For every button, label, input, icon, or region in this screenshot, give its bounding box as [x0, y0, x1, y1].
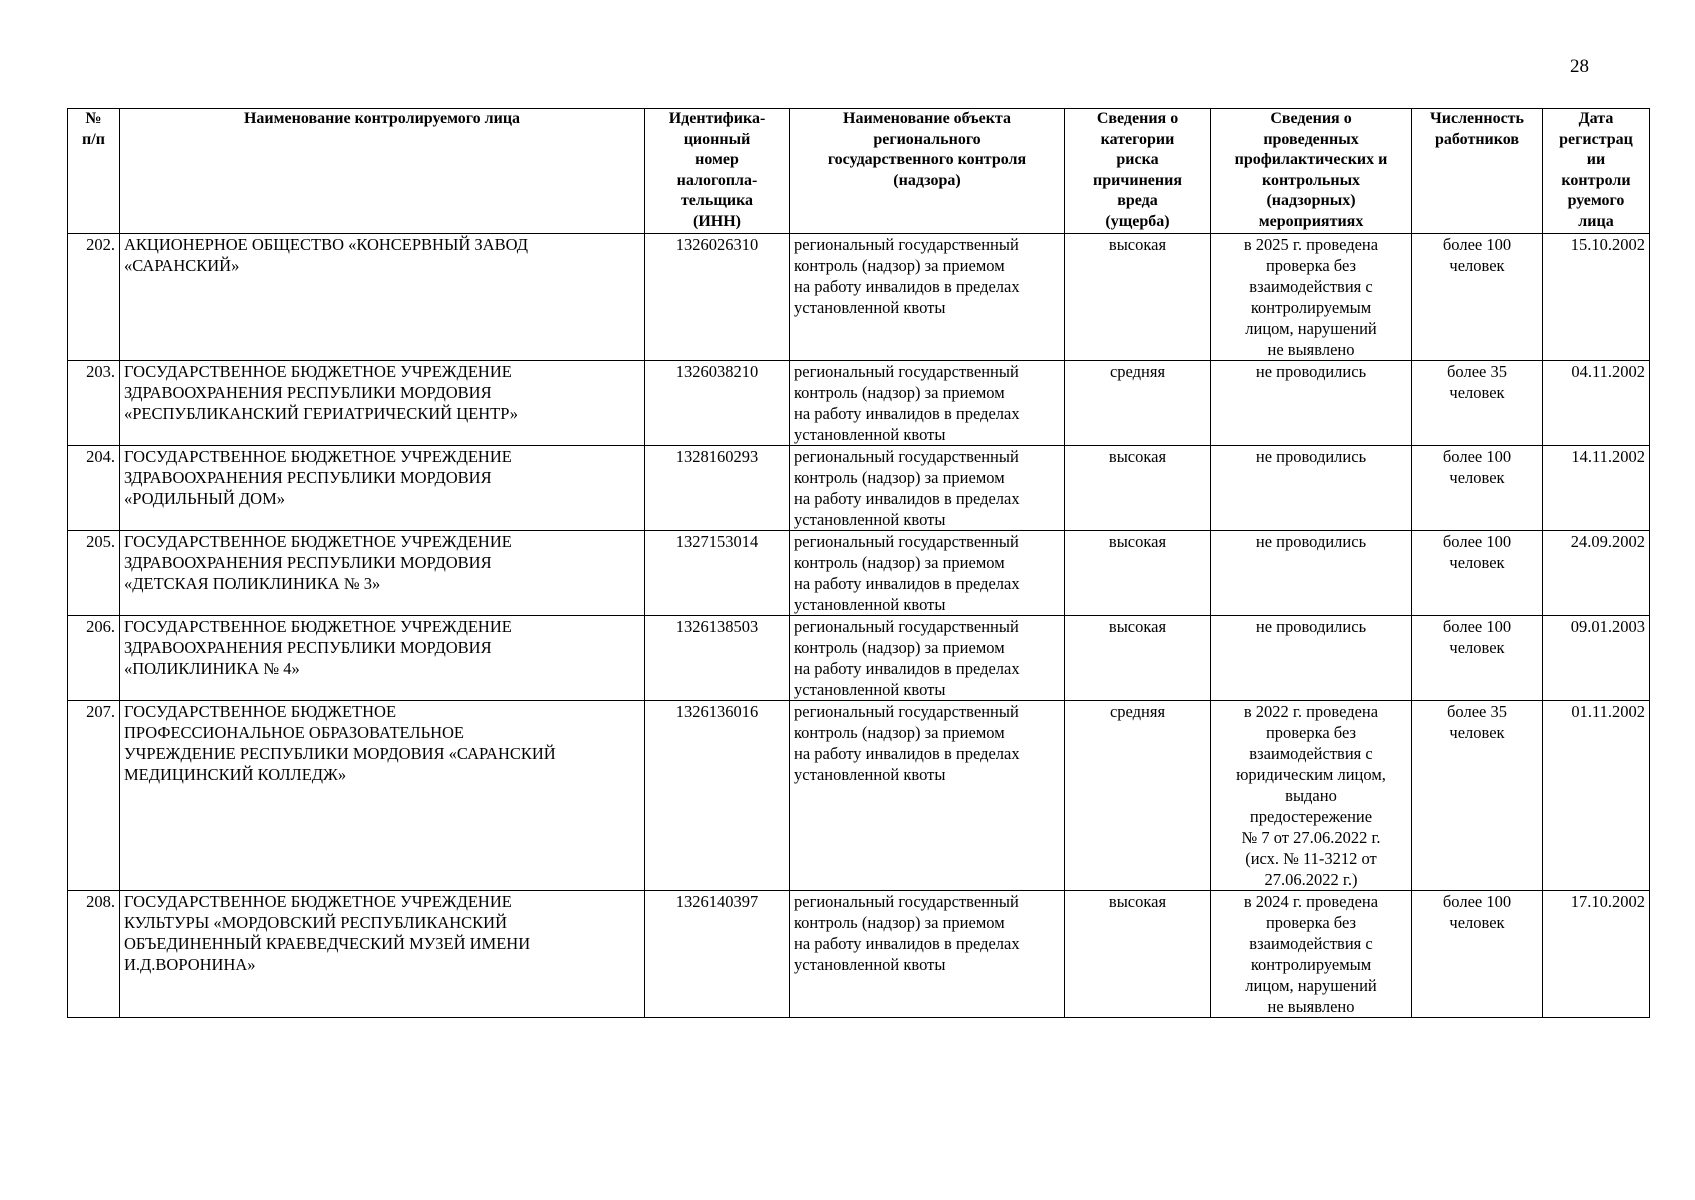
events-info: не проводились	[1211, 615, 1412, 700]
table-row	[68, 360, 1650, 445]
header-number: № п/п	[68, 109, 120, 234]
header-events: Сведения о проведенных профилактических и контрольных (надзорных) мероприятиях	[1211, 109, 1412, 234]
events-info: в 2025 г. проведена проверка без взаимодействия с контролируемым лицом, нарушений не выявлено	[1211, 233, 1412, 360]
risk-category: высокая	[1065, 445, 1211, 530]
inn-value: 1328160293	[645, 445, 790, 530]
workers-count: более 100 человек	[1412, 233, 1543, 360]
entity-name: ГОСУДАРСТВЕННОЕ БЮДЖЕТНОЕ УЧРЕЖДЕНИЕ ЗДРАВООХРАНЕНИЯ РЕСПУБЛИКИ МОРДОВИЯ «РОДИЛЬНЫЙ ДОМ»	[120, 445, 645, 530]
row-number: 207.	[68, 700, 120, 890]
table-row	[68, 615, 1650, 700]
inn-value: 1326138503	[645, 615, 790, 700]
workers-count: более 100 человек	[1412, 445, 1543, 530]
risk-category: высокая	[1065, 890, 1211, 1017]
row-number: 208.	[68, 890, 120, 1017]
inn-value: 1326038210	[645, 360, 790, 445]
row-number: 205.	[68, 530, 120, 615]
table-row	[68, 530, 1650, 615]
registration-date: 24.09.2002	[1543, 530, 1650, 615]
risk-category: высокая	[1065, 615, 1211, 700]
events-info: не проводились	[1211, 530, 1412, 615]
page-number: 28	[1570, 56, 1589, 77]
header-row	[68, 109, 1650, 234]
row-number: 206.	[68, 615, 120, 700]
registration-date: 04.11.2002	[1543, 360, 1650, 445]
header-inn: Идентифика- ционный номер налогопла- тельщика (ИНН)	[645, 109, 790, 234]
inn-value: 1326140397	[645, 890, 790, 1017]
row-number: 203.	[68, 360, 120, 445]
registration-date: 15.10.2002	[1543, 233, 1650, 360]
registration-date: 01.11.2002	[1543, 700, 1650, 890]
workers-count: более 100 человек	[1412, 890, 1543, 1017]
inn-value: 1326026310	[645, 233, 790, 360]
events-info: в 2024 г. проведена проверка без взаимодействия с контролируемым лицом, нарушений не выявлено	[1211, 890, 1412, 1017]
header-controlled-entity: Наименование контролируемого лица	[120, 109, 645, 234]
risk-category: высокая	[1065, 233, 1211, 360]
events-info: не проводились	[1211, 445, 1412, 530]
risk-category: средняя	[1065, 360, 1211, 445]
entity-name: ГОСУДАРСТВЕННОЕ БЮДЖЕТНОЕ УЧРЕЖДЕНИЕ КУЛЬТУРЫ «МОРДОВСКИЙ РЕСПУБЛИКАНСКИЙ ОБЪЕДИНЕННЫЙ КРАЕВЕДЧЕСКИЙ МУЗЕЙ ИМЕНИ И.Д.ВОРОНИНА»	[120, 890, 645, 1017]
risk-category: средняя	[1065, 700, 1211, 890]
workers-count: более 35 человек	[1412, 700, 1543, 890]
control-object: региональный государственный контроль (надзор) за приемом на работу инвалидов в пределах установленной квоты	[790, 360, 1065, 445]
risk-category: высокая	[1065, 530, 1211, 615]
control-object: региональный государственный контроль (надзор) за приемом на работу инвалидов в пределах установленной квоты	[790, 530, 1065, 615]
control-object: региональный государственный контроль (надзор) за приемом на работу инвалидов в пределах установленной квоты	[790, 890, 1065, 1017]
header-registration-date: Дата регистрац ии контроли руемого лица	[1543, 109, 1650, 234]
control-object: региональный государственный контроль (надзор) за приемом на работу инвалидов в пределах установленной квоты	[790, 700, 1065, 890]
header-risk-category: Сведения о категории риска причинения вреда (ущерба)	[1065, 109, 1211, 234]
control-object: региональный государственный контроль (надзор) за приемом на работу инвалидов в пределах установленной квоты	[790, 233, 1065, 360]
table-row	[68, 233, 1650, 360]
workers-count: более 100 человек	[1412, 530, 1543, 615]
events-info: не проводились	[1211, 360, 1412, 445]
inn-value: 1326136016	[645, 700, 790, 890]
registry-table	[67, 108, 1650, 1018]
events-info: в 2022 г. проведена проверка без взаимодействия с юридическим лицом, выдано предостережение № 7 от 27.06.2022 г. (исх. № 11-3212 от 27.06.2022 г.)	[1211, 700, 1412, 890]
table-body	[68, 233, 1650, 1017]
inn-value: 1327153014	[645, 530, 790, 615]
table-row	[68, 890, 1650, 1017]
registration-date: 14.11.2002	[1543, 445, 1650, 530]
control-object: региональный государственный контроль (надзор) за приемом на работу инвалидов в пределах установленной квоты	[790, 445, 1065, 530]
table-row	[68, 700, 1650, 890]
entity-name: ГОСУДАРСТВЕННОЕ БЮДЖЕТНОЕ УЧРЕЖДЕНИЕ ЗДРАВООХРАНЕНИЯ РЕСПУБЛИКИ МОРДОВИЯ «РЕСПУБЛИКАНСКИЙ ГЕРИАТРИЧЕСКИЙ ЦЕНТР»	[120, 360, 645, 445]
control-object: региональный государственный контроль (надзор) за приемом на работу инвалидов в пределах установленной квоты	[790, 615, 1065, 700]
table-row	[68, 445, 1650, 530]
row-number: 202.	[68, 233, 120, 360]
entity-name: АКЦИОНЕРНОЕ ОБЩЕСТВО «КОНСЕРВНЫЙ ЗАВОД «САРАНСКИЙ»	[120, 233, 645, 360]
header-control-object: Наименование объекта регионального государственного контроля (надзора)	[790, 109, 1065, 234]
header-workers: Численность работников	[1412, 109, 1543, 234]
registration-date: 09.01.2003	[1543, 615, 1650, 700]
workers-count: более 100 человек	[1412, 615, 1543, 700]
workers-count: более 35 человек	[1412, 360, 1543, 445]
registration-date: 17.10.2002	[1543, 890, 1650, 1017]
row-number: 204.	[68, 445, 120, 530]
entity-name: ГОСУДАРСТВЕННОЕ БЮДЖЕТНОЕ УЧРЕЖДЕНИЕ ЗДРАВООХРАНЕНИЯ РЕСПУБЛИКИ МОРДОВИЯ «ДЕТСКАЯ ПОЛИКЛИНИКА № 3»	[120, 530, 645, 615]
entity-name: ГОСУДАРСТВЕННОЕ БЮДЖЕТНОЕ УЧРЕЖДЕНИЕ ЗДРАВООХРАНЕНИЯ РЕСПУБЛИКИ МОРДОВИЯ «ПОЛИКЛИНИКА № 4»	[120, 615, 645, 700]
entity-name: ГОСУДАРСТВЕННОЕ БЮДЖЕТНОЕ ПРОФЕССИОНАЛЬНОЕ ОБРАЗОВАТЕЛЬНОЕ УЧРЕЖДЕНИЕ РЕСПУБЛИКИ МОРДОВИЯ «САРАНСКИЙ МЕДИЦИНСКИЙ КОЛЛЕДЖ»	[120, 700, 645, 890]
